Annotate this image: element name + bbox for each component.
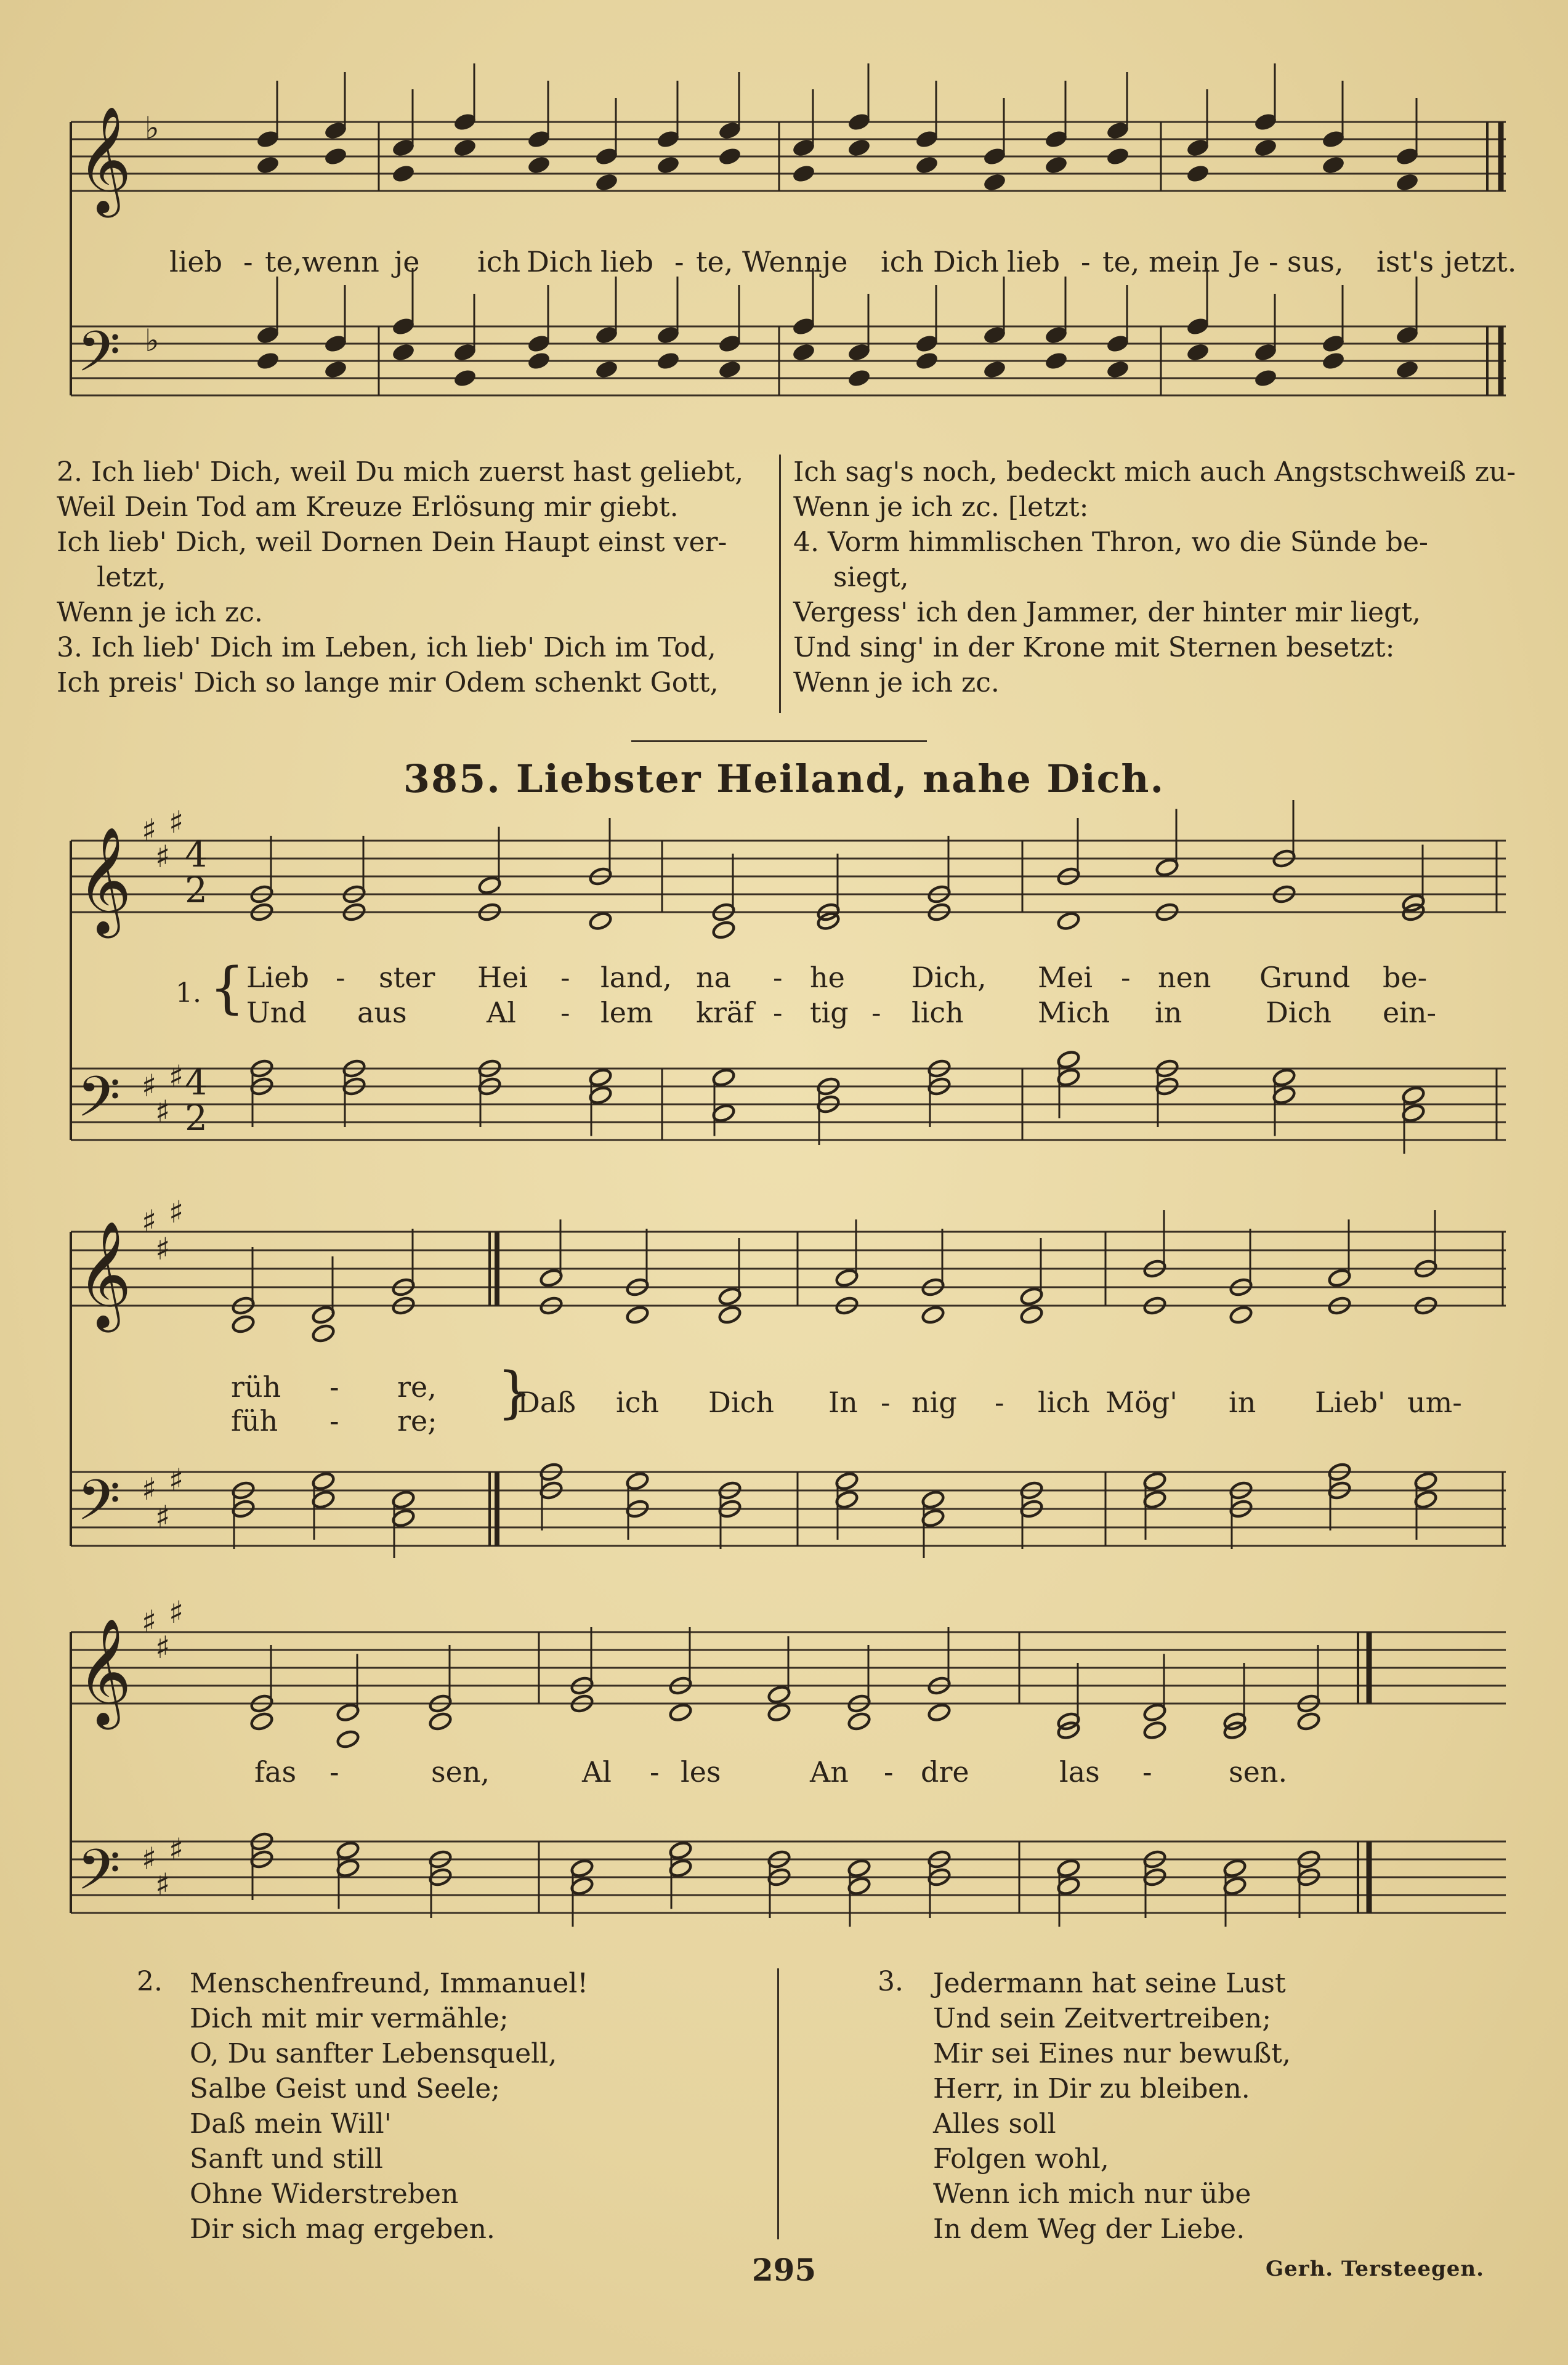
verse-line: 2. Ich lieb' Dich, weil Du mich zuerst hast geliebt, (57, 456, 744, 488)
lyric-syllable: Al (582, 1755, 612, 1789)
key-signature-accidental: ♯ (142, 812, 157, 848)
lyric-syllable: Mich (1038, 996, 1110, 1029)
note-head (256, 350, 280, 371)
lyric-syllable: ich (881, 245, 924, 278)
note-head (816, 911, 841, 931)
key-signature-accidental: ♯ (169, 1462, 184, 1498)
lyric-syllable: lich (911, 996, 964, 1029)
lyric-syllable: te, (1102, 245, 1140, 278)
note-head (1044, 350, 1069, 371)
verse-line: O, Du sanfter Lebensquell, (190, 2038, 557, 2069)
note-head (668, 1702, 693, 1723)
lyric-brace-2: } (497, 1360, 533, 1425)
key-signature-accidental: ♯ (155, 1867, 171, 1902)
note-head (791, 163, 816, 184)
lyric-syllable: - (871, 996, 881, 1029)
key-signature-accidental: ♯ (142, 1203, 157, 1239)
top-verses-right (793, 455, 1516, 700)
lyric-syllable: fas (254, 1755, 297, 1789)
bass-clef: 𝄢 (77, 1468, 121, 1546)
key-signature-accidental: ♯ (142, 1841, 157, 1877)
lyric-syllable: füh (231, 1404, 278, 1437)
treble-clef: 𝄞 (77, 1618, 132, 1725)
lyric-syllable: land, (600, 961, 672, 994)
lyric-syllable: tig (810, 996, 849, 1029)
lyric-syllable: - (1142, 1755, 1152, 1789)
lyric-syllable: ein- (1383, 996, 1437, 1029)
lyric-syllable: sus, (1287, 245, 1344, 278)
key-signature-accidental: ♯ (169, 1595, 184, 1630)
verse-line: Herr, in Dir zu bleiben. (933, 2073, 1250, 2104)
note-head (847, 137, 871, 158)
verse-line: Jedermann hat seine Lust (933, 1968, 1286, 1999)
key-signature-accidental: ♯ (142, 1471, 157, 1507)
lyric-syllable: mein (1149, 245, 1220, 278)
treble-clef: 𝄞 (77, 106, 132, 213)
note-head (982, 359, 1007, 379)
verse-line: In dem Weg der Liebe. (933, 2213, 1245, 2245)
lyric-syllable: Dich (527, 245, 592, 278)
lyric-syllable: re; (397, 1404, 437, 1437)
lyric-syllable: aus (357, 996, 407, 1029)
note-head (323, 359, 348, 379)
lyric-syllable: - (881, 1386, 891, 1419)
verse-line: Wenn je ich zc. [letzt: (793, 491, 1089, 523)
bass-clef: 𝄢 (77, 1837, 121, 1916)
note-head (1321, 350, 1346, 371)
lyric-syllable: je (394, 245, 420, 278)
note-head (717, 1304, 742, 1325)
lyric-syllable: ich (477, 245, 521, 278)
verse-line: Wenn je ich zc. (57, 597, 263, 628)
lyric-syllable: - (773, 996, 783, 1029)
lyric-syllable: ist's (1376, 245, 1434, 278)
verse-line: Und sing' in der Krone mit Sternen besetzt: (793, 632, 1395, 663)
key-signature-accidental: ♯ (155, 839, 171, 875)
treble-clef: 𝄞 (77, 827, 132, 934)
verse-line: Mir sei Eines nur bewußt, (933, 2038, 1291, 2069)
verse-line: Dir sich mag ergeben. (190, 2213, 495, 2245)
verse-line: Sanft und still (190, 2143, 383, 2175)
note-head (1142, 1720, 1167, 1740)
system-1-lyrics-line-2 (59, 996, 1518, 1032)
treble-clef: 𝄞 (77, 1221, 132, 1328)
lyric-syllable: - (674, 245, 684, 278)
lyric-syllable: - (329, 1404, 339, 1437)
verse-line: Daß mein Will' (190, 2108, 392, 2140)
key-signature-accidental: ♯ (169, 1059, 184, 1094)
lyric-syllable: An (810, 1755, 849, 1789)
verse-line: Folgen wohl, (933, 2143, 1109, 2175)
note-head (915, 155, 939, 175)
lyric-syllable: Lieb (246, 961, 309, 994)
note-head (1222, 1720, 1247, 1740)
note-head (1229, 1304, 1253, 1325)
lyric-syllable: in (1229, 1386, 1256, 1419)
note-head (1105, 146, 1130, 166)
verse-line: Ohne Widerstreben (190, 2178, 459, 2210)
lyric-syllable: na (696, 961, 732, 994)
note-head (594, 359, 619, 379)
lyric-syllable: lieb (1007, 245, 1061, 278)
column-divider-top (779, 455, 781, 713)
note-head (656, 155, 681, 175)
note-head (1321, 155, 1346, 175)
lyric-syllable: - (773, 961, 783, 994)
lyric-syllable: Daß (517, 1386, 576, 1419)
system-1-lyrics-line-1 (59, 961, 1518, 997)
note-head (1296, 1711, 1321, 1731)
lyric-syllable: ster (379, 961, 435, 994)
verse-line: Ich lieb' Dich, weil Dornen Dein Haupt einst ver- (57, 527, 727, 558)
top-system (59, 92, 1518, 437)
lyric-syllable: In (828, 1386, 858, 1419)
verse-line: Weil Dein Tod am Kreuze Erlösung mir giebt. (57, 491, 679, 523)
column-divider-bottom (777, 1968, 779, 2239)
note-head (453, 137, 477, 158)
note-head (847, 368, 871, 388)
lyric-syllable: Je (1232, 245, 1260, 278)
lyric-syllable: je (822, 245, 848, 278)
key-signature-accidental: ♯ (142, 1068, 157, 1104)
top-verses-left (57, 455, 743, 700)
note-head (428, 1711, 453, 1731)
lyric-syllable: - (560, 996, 570, 1029)
key-signature-accidental: ♯ (155, 1499, 171, 1535)
lyric-syllable: - (1121, 961, 1131, 994)
lyric-syllable: be- (1383, 961, 1428, 994)
note-head (847, 1711, 871, 1731)
verse-line: Ich sag's noch, bedeckt mich auch Angstschweiß zu- (793, 456, 1516, 488)
lyric-syllable: - (243, 245, 253, 278)
verse-3-number: 3. (878, 1966, 903, 1997)
note-head (982, 172, 1007, 192)
lyric-syllable: nig (911, 1386, 957, 1419)
lyric-syllable: Dich (1266, 996, 1332, 1029)
hymn-system-2 (59, 1195, 1518, 1607)
note-head (791, 342, 816, 362)
verse-line: siegt, (833, 562, 909, 593)
verse-2-number: 2. (137, 1966, 163, 1997)
lyric-syllable: Hei (477, 961, 528, 994)
note-head (1056, 911, 1081, 931)
note-head (323, 146, 348, 166)
note-head (231, 1314, 256, 1334)
verse-2 (190, 1966, 588, 2247)
verse-line: Menschenfreund, Immanuel! (190, 1968, 589, 1999)
key-signature-accidental: ♯ (169, 1194, 184, 1230)
section-divider (631, 740, 927, 742)
note-head (453, 368, 477, 388)
verse-line: Ich preis' Dich so lange mir Odem schenkt Gott, (57, 667, 719, 698)
lyric-syllable: - (329, 1755, 339, 1789)
lyric-syllable: um- (1407, 1386, 1462, 1419)
system-3-lyrics (59, 1755, 1518, 1791)
lyric-syllable: Dich (708, 1386, 774, 1419)
lyric-syllable: re, (397, 1370, 437, 1404)
lyric-syllable: lem (600, 996, 653, 1029)
bass-clef: 𝄢 (77, 1064, 121, 1143)
verse-line: 3. Ich lieb' Dich im Leben, ich lieb' Dich im Tod, (57, 632, 716, 663)
verse-line: Und sein Zeitvertreiben; (933, 2003, 1272, 2034)
lyric-syllable: dre (921, 1755, 969, 1789)
note-head (1186, 163, 1210, 184)
note-head (1395, 172, 1420, 192)
note-head (527, 155, 551, 175)
verse-line: Vergess' ich den Jammer, der hinter mir liegt, (793, 597, 1421, 628)
lyric-syllable: lieb (169, 245, 223, 278)
key-signature-accidental: ♯ (169, 1832, 184, 1867)
key-signature-accidental: ♭ (145, 323, 160, 358)
lyric-syllable: - (1081, 245, 1091, 278)
hymn-number: 385. (403, 756, 501, 801)
lyric-syllable: Mei (1038, 961, 1093, 994)
lyric-syllable: Lieb' (1315, 1386, 1386, 1419)
note-head (594, 172, 619, 192)
note-head (767, 1702, 791, 1723)
lyric-syllable: Al (487, 996, 516, 1029)
key-signature-accidental: ♯ (155, 1630, 171, 1665)
lyric-syllable: - (995, 1386, 1004, 1419)
system-2-lyrics-main (59, 1386, 1518, 1421)
note-head (656, 350, 681, 371)
lyric-syllable: Dich (933, 245, 999, 278)
note-head (1253, 368, 1278, 388)
lyric-syllable: in (1155, 996, 1182, 1029)
lyric-syllable: las (1059, 1755, 1100, 1789)
verse-line: Wenn je ich zc. (793, 667, 1000, 698)
lyric-brace: { (209, 956, 245, 1021)
lyric-syllable: - (336, 961, 346, 994)
note-head (927, 1702, 952, 1723)
lyric-syllable: - (560, 961, 570, 994)
time-signature-bottom: 2 (185, 869, 208, 911)
note-head (1056, 1720, 1081, 1740)
lyric-syllable: nen (1158, 961, 1211, 994)
note-head (1044, 155, 1069, 175)
note-head (391, 342, 416, 362)
lyric-syllable: Dich, (911, 961, 987, 994)
lyric-syllable: Grund (1259, 961, 1351, 994)
note-head (1019, 1304, 1044, 1325)
time-signature-top: 4 (185, 1061, 208, 1103)
lyric-syllable: Wenn (742, 245, 823, 278)
verse-line: Salbe Geist und Seele; (190, 2073, 501, 2104)
key-signature-accidental: ♯ (169, 804, 184, 840)
note-head (1253, 137, 1278, 158)
lyric-syllable: kräf (696, 996, 754, 1029)
note-head (527, 350, 551, 371)
note-head (625, 1304, 650, 1325)
lyric-syllable: Und (246, 996, 307, 1029)
lyric-syllable: sen. (1229, 1755, 1288, 1789)
note-head (1105, 359, 1130, 379)
key-signature-accidental: ♯ (155, 1094, 171, 1130)
time-signature-top: 4 (185, 833, 208, 875)
bass-clef: 𝄢 (77, 319, 121, 398)
lyric-syllable: lieb (600, 245, 654, 278)
hymn-system-1 (59, 804, 1518, 1186)
note-head (311, 1323, 336, 1343)
note-head (915, 350, 939, 371)
author-credit: Gerh. Tersteegen. (1266, 2257, 1484, 2281)
verse-line: 4. Vorm himmlischen Thron, wo die Sünde be- (793, 527, 1428, 558)
lyric-syllable: - (884, 1755, 894, 1789)
time-signature-bottom: 2 (185, 1097, 208, 1139)
note-head (717, 359, 742, 379)
verse-line: Alles soll (933, 2108, 1056, 2140)
hymn-title-line (0, 756, 1568, 801)
note-head (588, 911, 613, 931)
hymn-title: Liebster Heiland, nahe Dich. (515, 756, 1165, 801)
lyric-syllable: te, (265, 245, 302, 278)
note-head (1395, 359, 1420, 379)
note-head (921, 1304, 945, 1325)
key-signature-accidental: ♯ (155, 1231, 171, 1267)
lyric-syllable: Mög' (1105, 1386, 1178, 1419)
lyric-syllable: lich (1038, 1386, 1090, 1419)
lyric-syllable: te, (696, 245, 733, 278)
lyric-syllable: jetzt. (1444, 245, 1517, 278)
verse-3 (933, 1966, 1291, 2247)
verse-line: letzt, (97, 562, 166, 593)
note-head (336, 1729, 360, 1749)
lyric-syllable: wenn (302, 245, 379, 278)
page-number: 295 (751, 2252, 817, 2288)
note-head (391, 163, 416, 184)
verse-line: Dich mit mir vermähle; (190, 2003, 509, 2034)
key-signature-accidental: ♯ (142, 1604, 157, 1639)
note-head (256, 155, 280, 175)
lyric-syllable: he (810, 961, 845, 994)
verse-line: Wenn ich mich nur übe (933, 2178, 1251, 2210)
note-head (1186, 342, 1210, 362)
lyric-syllable: - (1269, 245, 1279, 278)
note-head (711, 920, 736, 940)
hymn-system-3 (59, 1595, 1518, 1934)
note-head (249, 1711, 274, 1731)
key-signature-accidental: ♭ (145, 110, 160, 146)
lyric-syllable: les (681, 1755, 721, 1789)
stanza-number: 1. (176, 977, 201, 1009)
note-head (717, 146, 742, 166)
lyric-syllable: rüh (231, 1370, 281, 1404)
lyric-syllable: - (329, 1370, 339, 1404)
top-lyrics (59, 245, 1518, 282)
lyric-syllable: sen, (431, 1755, 490, 1789)
lyric-syllable: ich (616, 1386, 660, 1419)
lyric-syllable: - (650, 1755, 660, 1789)
